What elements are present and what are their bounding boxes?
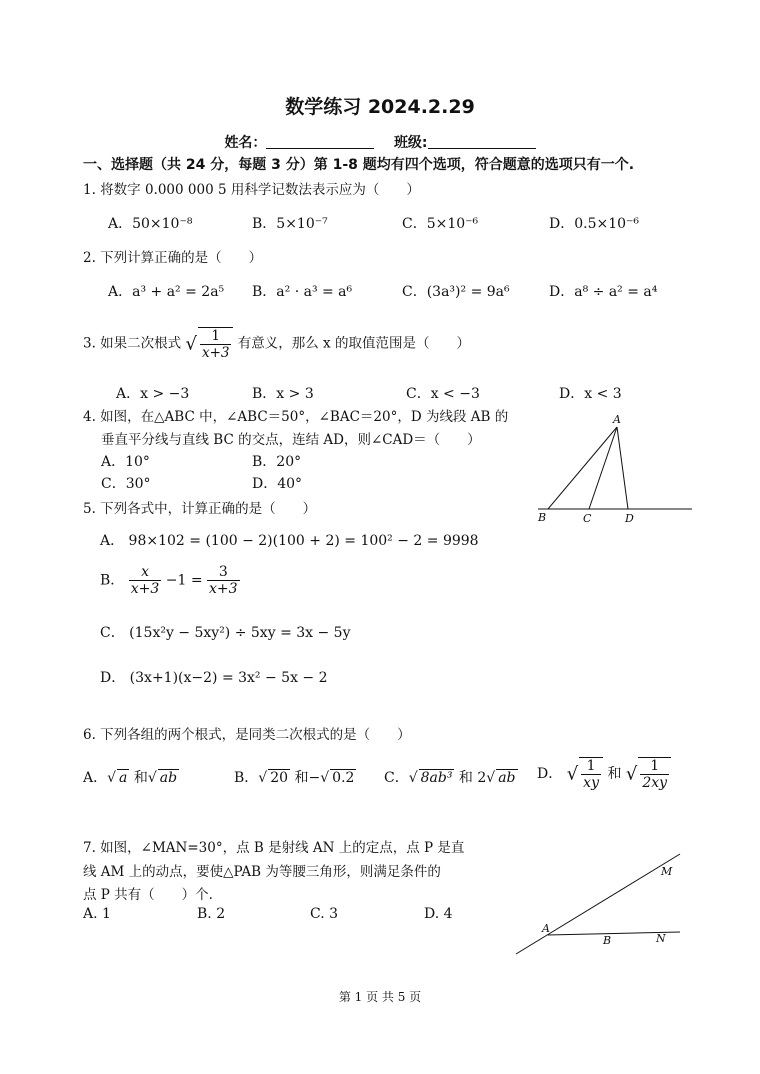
q7-label-a: A (542, 922, 550, 935)
q4-option-a[interactable]: A．10° (101, 454, 150, 470)
q7-line3: 点 P 共有（ ）个. (83, 887, 213, 903)
q4-option-c[interactable]: C．30° (101, 476, 151, 492)
q2-option-b[interactable]: B．a² · a³ = a⁶ (252, 284, 353, 300)
name-class-bar (0, 132, 760, 152)
q5-b-f2-num: 3 (207, 564, 240, 581)
q4-label-b: B (538, 511, 547, 524)
q6-a-mid: 和 (133, 770, 148, 786)
q4-line1: 4. 如图，在△ABC 中，∠ABC＝50°，∠BAC＝20°，D 为线段 AB 的 (83, 409, 509, 425)
q5-b-mid: −1 = (165, 572, 203, 589)
q4-label-d: D (625, 512, 634, 525)
q2-stem: 2. 下列计算正确的是（ ） (83, 250, 263, 266)
q4-segment-ad (617, 427, 628, 509)
q7-label-b: B (603, 934, 612, 947)
q5-b-prefix: B． (100, 572, 125, 589)
q7-option-c[interactable]: C. 3 (310, 906, 339, 922)
name-label: 姓名： (224, 135, 267, 151)
q7-line1: 7. 如图，∠MAN=30°，点 B 是射线 AN 上的定点，点 P 是直 (83, 840, 465, 856)
q4-side-ab (548, 427, 617, 509)
q6-option-c[interactable]: C．√ 8ab³ 和 2√ ab (384, 770, 516, 786)
q2-option-c[interactable]: C．(3a³)² = 9a⁶ (402, 284, 510, 300)
q2-option-a[interactable]: A．a³ + a² = 2a⁵ (108, 284, 225, 300)
class-field[interactable] (428, 134, 536, 149)
q1-option-b[interactable]: B．5×10⁻⁷ (252, 216, 328, 232)
q6-d-prefix: D． (537, 766, 563, 782)
q5-b-fraction-2 (207, 564, 240, 597)
q7-label-n: N (656, 932, 666, 945)
q4-option-b[interactable]: B．20° (252, 454, 302, 470)
q7-option-d[interactable]: D. 4 (424, 906, 453, 922)
q4-triangle-figure (530, 405, 700, 530)
q3-radical (198, 327, 234, 361)
q6-option-d[interactable]: D． √ $\frac{1}{xy}$ 和 √ $\frac{1}{2xy}$ (537, 757, 671, 791)
q1-option-a[interactable]: A．50×10⁻⁸ (108, 216, 193, 232)
q2-option-d[interactable]: D．a⁸ ÷ a² = a⁴ (549, 284, 658, 300)
q5-b-f2-den: x+3 (209, 581, 238, 597)
q5-option-b[interactable] (100, 564, 240, 597)
name-field[interactable] (266, 134, 374, 149)
q1-option-d[interactable]: D．0.5×10⁻⁶ (549, 216, 640, 232)
q6-stem: 6. 下列各组的两个根式，是同类二次根式的是（ ） (83, 727, 411, 743)
q6-c-radicand-2: ab (498, 770, 516, 786)
q6-b-mid: 和− (294, 770, 321, 786)
q5-option-d[interactable]: D． (3x+1)(x−2) = 3x² − 5x − 2 (100, 670, 328, 686)
q5-option-c[interactable]: C． (15x²y − 5xy²) ÷ 5xy = 3x − 5y (100, 625, 351, 641)
q3-frac-den: x+3 (201, 345, 230, 361)
q3-option-b[interactable]: B．x > 3 (252, 386, 314, 402)
q4-side-ac (589, 427, 617, 509)
q4-option-d[interactable]: D．40° (252, 476, 303, 492)
q1-option-c[interactable]: C．5×10⁻⁶ (402, 216, 479, 232)
q6-c-prefix: C． (384, 770, 409, 786)
q6-d-f2-num: 1 (640, 758, 669, 775)
q3-frac-num: 1 (200, 328, 232, 345)
q1-stem: 1. 将数字 0.000 000 5 用科学记数法表示应为（ ） (83, 182, 420, 198)
q3-option-c[interactable]: C．x < −3 (406, 386, 480, 402)
q6-d-mid: 和 (607, 766, 622, 782)
q3-stem-pre: 3. 如果二次根式 (83, 335, 182, 352)
q6-option-b[interactable]: B．√ 20 和−√ 0.2 (234, 770, 355, 786)
q6-b-radicand-2: 0.2 (332, 770, 355, 786)
q7-line2: 线 AM 上的动点，要使△PAB 为等腰三角形，则满足条件的 (83, 864, 441, 880)
q6-c-radicand-1: 8ab³ (420, 770, 453, 786)
q7-label-m: M (661, 865, 673, 878)
q7-option-a[interactable]: A. 1 (83, 906, 111, 922)
section-heading: 一、选择题（共 24 分，每题 3 分）第 1-8 题均有四个选项，符合题意的选项只有一个. (83, 157, 635, 173)
q6-c-mid: 和 2 (458, 770, 487, 786)
q4-label-c: C (583, 512, 592, 525)
q6-b-radicand-1: 20 (270, 770, 289, 786)
q6-option-a[interactable]: A．√ a 和√ ab (83, 770, 178, 786)
q6-d-f1-num: 1 (581, 758, 601, 775)
page-footer: 第 1 页 共 5 页 (338, 990, 422, 1004)
q7-angle-figure (510, 848, 690, 960)
q3-stem-post: 有意义，那么 x 的取值范围是（ ） (237, 335, 470, 352)
q7-option-b[interactable]: B. 2 (197, 906, 226, 922)
q4-line2: 垂直平分线与直线 BC 的交点，连结 AD，则∠CAD＝（ ） (101, 432, 481, 448)
q6-d-f1-den: xy (583, 775, 599, 791)
q6-d-f2-den: 2xy (642, 775, 668, 791)
q6-a-radicand-2: ab (159, 770, 178, 786)
q5-option-a[interactable]: A． 98×102 = (100 − 2)(100 + 2) = 100² − 2 = 9998 (100, 533, 479, 549)
page-title: 数学练习 2024.2.29 (285, 96, 475, 118)
q6-a-radicand-1: a (119, 770, 128, 786)
q6-d-fraction-2 (638, 757, 671, 791)
q5-b-f1-num: x (129, 564, 162, 581)
q5-b-f1-den: x+3 (130, 581, 160, 597)
q4-label-a: A (613, 413, 621, 426)
q5-b-fraction-1 (129, 564, 162, 597)
q3-stem: 3. 如果二次根式 √ $\frac{1}{x+3}$ 有意义，那么 x 的取值范围是（ ） (83, 328, 470, 361)
q5-stem: 5. 下列各式中，计算正确的是（ ） (83, 501, 317, 517)
q6-d-fraction-1 (579, 757, 603, 791)
q6-b-prefix: B． (234, 770, 259, 786)
q3-option-d[interactable]: D．x < 3 (559, 386, 622, 402)
class-label: 班级: (393, 135, 428, 151)
q6-a-prefix: A． (83, 770, 108, 786)
q3-option-a[interactable]: A．x > −3 (116, 386, 190, 402)
